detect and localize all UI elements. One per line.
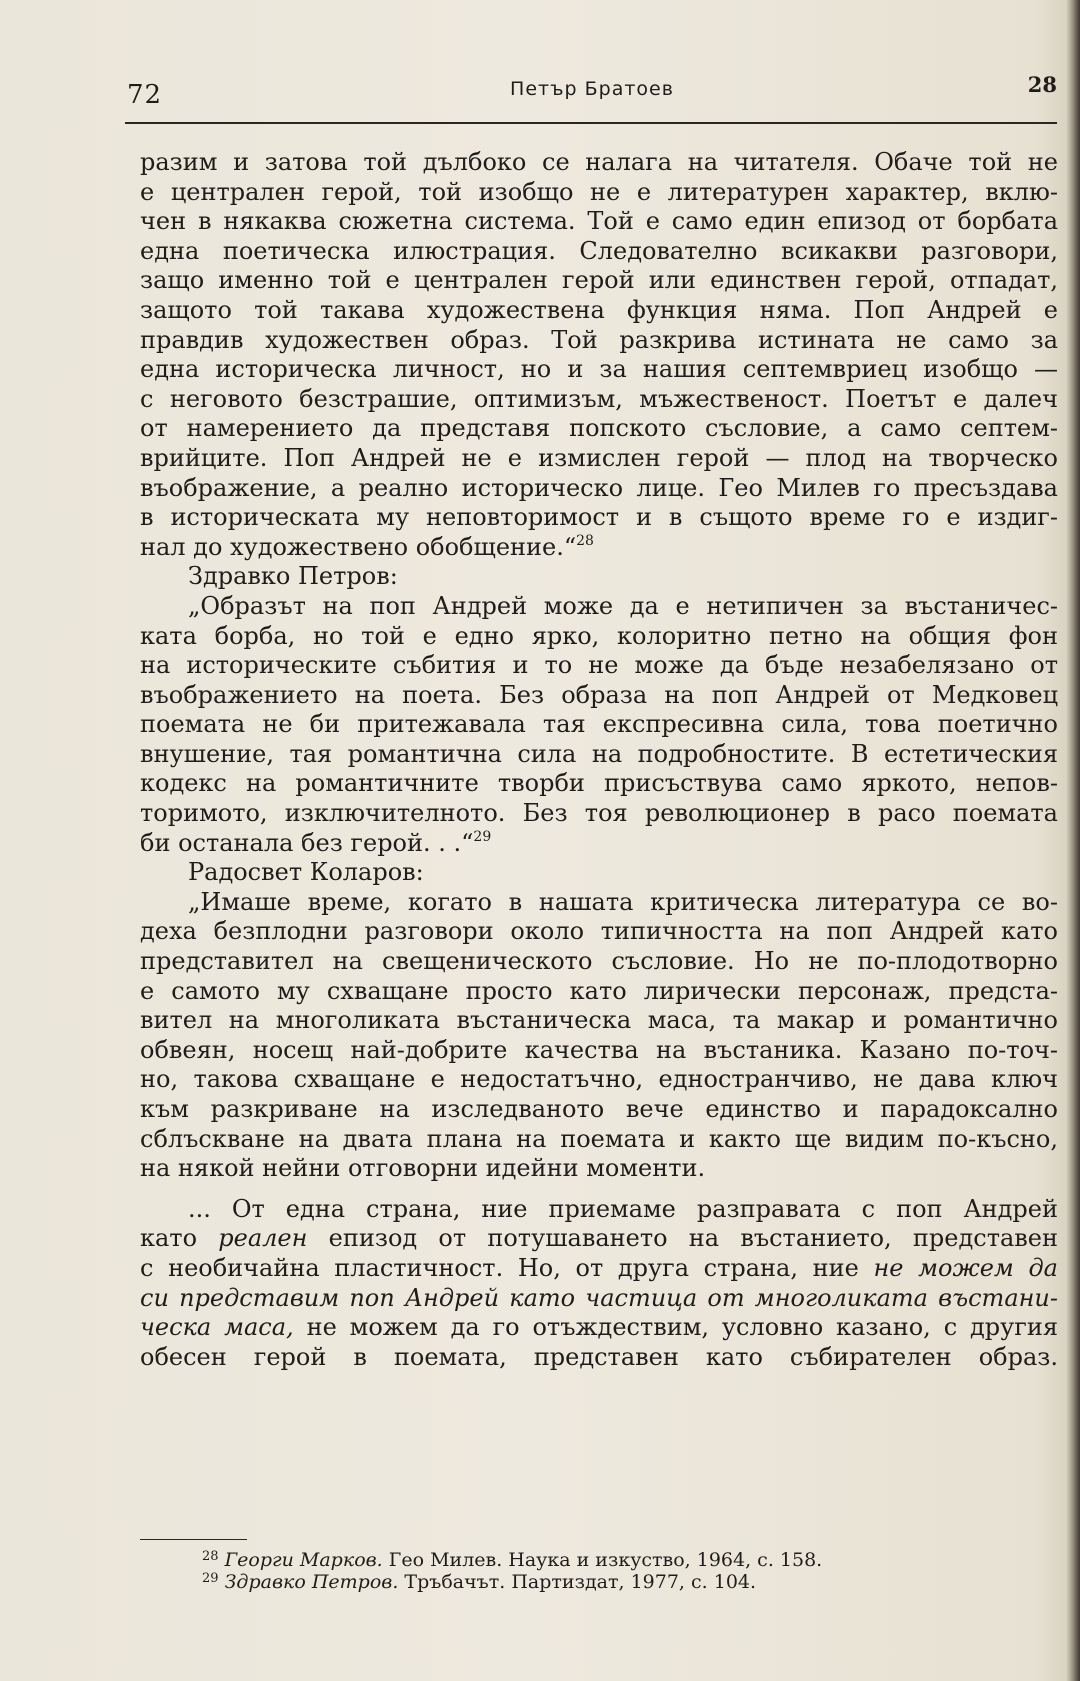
text-line: е централен герой, той изобщо не е литературен характер, вклю- bbox=[140, 177, 1058, 206]
text-line: врийците. Поп Андрей не е измислен герой — плод на творческо bbox=[140, 443, 1058, 472]
body-text bbox=[140, 148, 1058, 1372]
text-line: вител на многоликата въстаническа маса, та макар и романтично bbox=[140, 1006, 1058, 1035]
text-line bbox=[140, 829, 1058, 859]
paragraph-4 bbox=[140, 1195, 1058, 1373]
text-line: внушение, тая романтична сила на подробностите. В естетическия bbox=[140, 739, 1058, 768]
page-header bbox=[127, 72, 1057, 112]
text-line: „Имаше време, когато в нашата критическа литература се во- bbox=[188, 887, 1058, 916]
speaker-label: Радосвет Коларов: bbox=[188, 858, 424, 887]
corner-page-number: 28 bbox=[1027, 72, 1057, 97]
footnote-28 bbox=[202, 1549, 1042, 1571]
header-rule bbox=[125, 122, 1057, 124]
text-line: поемата не би притежавала тая експресивна сила, това поетично bbox=[140, 710, 1058, 739]
footnote-ref-28[interactable]: 28 bbox=[576, 532, 594, 549]
text-line: една историческа личност, но и за нашия септемвриец изобщо — bbox=[140, 355, 1058, 384]
italic-emphasis: реален bbox=[218, 1224, 308, 1253]
running-head: Петър Братоев bbox=[510, 78, 674, 100]
text-line: защо именно той е централен герой или единствен герой, отпадат, bbox=[140, 266, 1058, 295]
text-line bbox=[140, 1284, 1058, 1314]
page-edge-shadow bbox=[1066, 0, 1080, 1681]
line-text: епизод от потушаването на въстанието, представен bbox=[307, 1224, 1058, 1253]
italic-emphasis: си представим поп Андрей като частица от многоликата въстани- bbox=[140, 1283, 1058, 1312]
text-line: правдив художествен образ. Той разкрива истината не само за bbox=[140, 325, 1058, 354]
text-line: сблъскване на двата плана на поемата и както ще видим по-късно, bbox=[140, 1124, 1058, 1153]
text-line: кодекс на романтичните творби присъствува само яркото, непов- bbox=[140, 769, 1058, 798]
text-line: разим и затова той дълбоко се налага на читателя. Обаче той не bbox=[140, 148, 1058, 176]
text-line: торимото, изключителното. Без тоя революционер в расо поемата bbox=[140, 799, 1058, 828]
text-line: обвеян, носещ най-добрите качества на въстаника. Казано по-точ- bbox=[140, 1035, 1058, 1064]
paragraph-3 bbox=[140, 888, 1058, 1184]
text-line: деха безплодни разговори около типичността на поп Андрей като bbox=[140, 917, 1058, 946]
footnote-number: 29 bbox=[202, 1571, 219, 1586]
text-line: чен в някаква сюжетна система. Той е само един епизод от борбата bbox=[140, 207, 1058, 236]
footnote-number: 28 bbox=[202, 1549, 219, 1564]
text-line: от намерението да представя попското съсловие, а само септем- bbox=[140, 414, 1058, 443]
text-line: на някой нейни отговорни идейни моменти. bbox=[140, 1154, 706, 1183]
line-text: нал до художествено обобщение.“ bbox=[140, 532, 577, 561]
text-line: на историческите събития и то не може да бъде незабелязано от bbox=[140, 651, 1058, 680]
text-line: ката борба, но той е едно ярко, колоритно петно на общия фон bbox=[140, 621, 1058, 650]
text-line: обесен герой в поемата, представен като събирателен образ. bbox=[140, 1342, 1058, 1371]
text-line: е самото му схващане просто като лирически персонаж, предста- bbox=[140, 976, 1058, 1005]
text-line bbox=[140, 533, 1058, 563]
text-line bbox=[140, 1224, 1058, 1254]
text-line: с неговото безстрашие, оптимизъм, мъжественост. Поетът е далеч bbox=[140, 384, 1058, 413]
footnote-rule bbox=[140, 1539, 247, 1540]
text-line: „Образът на поп Андрей може да е нетипичен за въстаничес- bbox=[188, 591, 1058, 620]
italic-emphasis: не можем да bbox=[873, 1253, 1058, 1282]
footnote-text: Тръбачът. Партиздат, 1977, с. 104. bbox=[398, 1571, 757, 1593]
footnote-text: Гео Милев. Наука и изкуство, 1964, с. 158. bbox=[382, 1549, 823, 1571]
speaker-label: Здравко Петров: bbox=[188, 562, 398, 591]
line-text: не можем да го отъждествим, условно казано, с другия bbox=[293, 1313, 1058, 1342]
text-line: въображението на поета. Без образа на поп Андрей от Медковец bbox=[140, 680, 1058, 709]
text-line: представител на свещеническото съсловие. Но не по-плодотворно bbox=[140, 947, 1058, 976]
footnote-ref-29[interactable]: 29 bbox=[473, 828, 492, 845]
footnote-29 bbox=[202, 1571, 1042, 1593]
paragraph-2 bbox=[140, 592, 1058, 858]
text-line bbox=[140, 1313, 1058, 1343]
text-line: към разкриване на изследваното вече единство и парадоксално bbox=[140, 1095, 1058, 1123]
page-number: 72 bbox=[127, 80, 163, 110]
text-line: защото той такава художествена функция няма. Поп Андрей е bbox=[140, 295, 1058, 324]
text-line: в историческата му неповторимост и в същото време го е издиг- bbox=[140, 503, 1058, 532]
footnotes bbox=[202, 1549, 1042, 1593]
paragraph-1 bbox=[140, 148, 1058, 562]
footnote-author: Здравко Петров. bbox=[224, 1571, 399, 1593]
paragraph-gap bbox=[140, 1184, 1058, 1195]
text-line: но, такова схващане е недостатъчно, едностранчиво, не дава ключ bbox=[140, 1065, 1058, 1094]
text-line: ... От една страна, ние приемаме разправата с поп Андрей bbox=[188, 1194, 1058, 1223]
text-line: въображение, а реално историческо лице. Гео Милев го пресъздава bbox=[140, 473, 1058, 502]
footnote-author: Георги Марков. bbox=[224, 1549, 383, 1571]
line-text: като bbox=[140, 1224, 219, 1253]
line-text: би останала без герой. . .“ bbox=[140, 828, 474, 857]
italic-emphasis: ческа маса, bbox=[140, 1313, 294, 1342]
line-text: с необичайна пластичност. Но, от друга страна, ние bbox=[140, 1253, 874, 1282]
text-line bbox=[140, 1254, 1058, 1284]
text-line: една поетическа илюстрация. Следователно всикакви разговори, bbox=[140, 236, 1058, 265]
